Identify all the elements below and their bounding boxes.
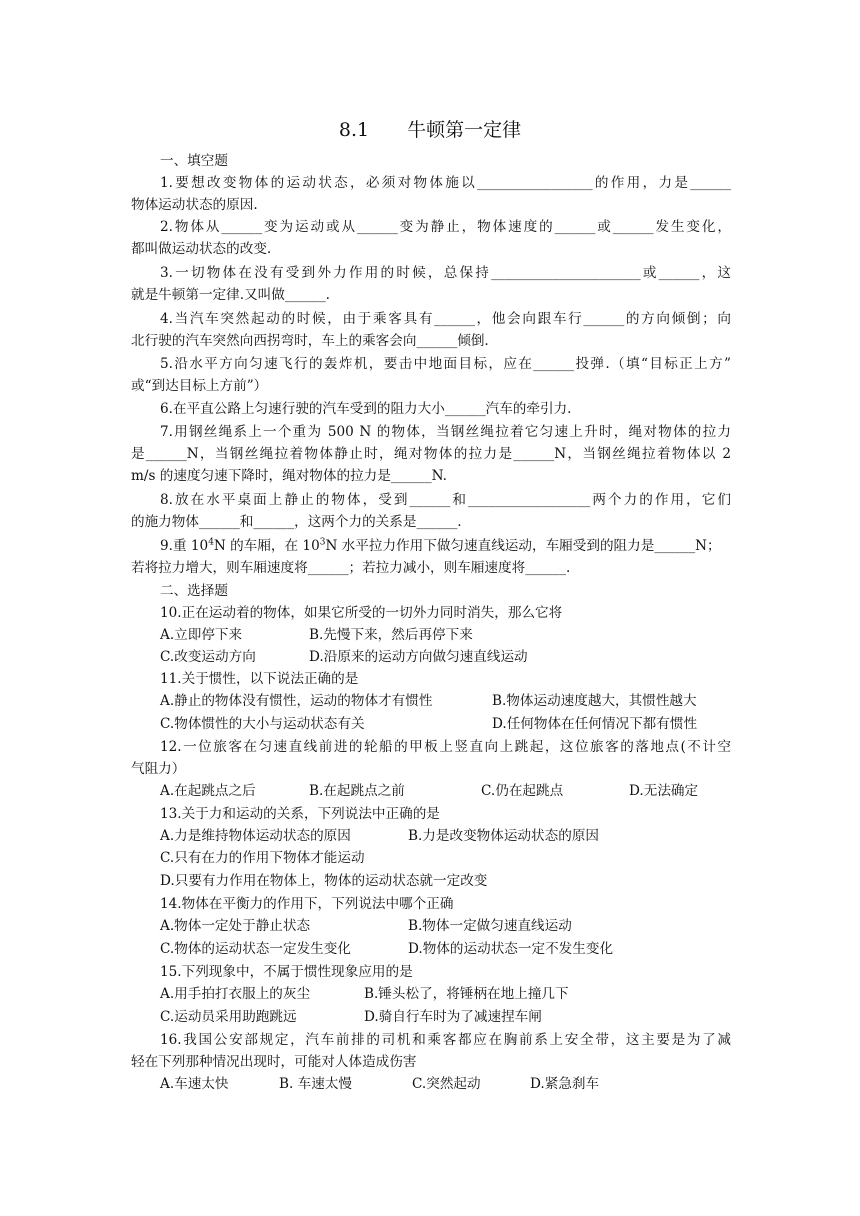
q4-line1: 4.当汽车突然起动的时候，由于乘客具有______，他会向跟车行______的方向倾倒；向: [160, 311, 731, 327]
q12-option-c: C.仍在起跳点: [481, 783, 564, 799]
q8-line1: 8.放在水平桌面上静止的物体，受到______和__________________两个力的作用，它们: [160, 492, 731, 508]
q15-stem: 15.下列现象中，不属于惯性现象应用的是: [160, 964, 413, 980]
q16-option-c: C.突然起动: [412, 1076, 481, 1092]
q15-option-c: C.运动员采用助跑跳远: [160, 1009, 297, 1025]
q10-option-c: C.改变运动方向: [160, 649, 256, 665]
q10-option-a: A.立即停下来: [160, 627, 243, 643]
q11-option-d: D.任何物体在任何情况下都有惯性: [492, 716, 698, 732]
q14-option-a: A.物体一定处于静止状态: [160, 918, 311, 934]
q16-option-d: D.紧急刹车: [530, 1076, 600, 1092]
q14-stem: 14.物体在平衡力的作用下，下列说法中哪个正确: [160, 896, 454, 912]
q9-exponent-b: 3: [319, 537, 326, 548]
q9-text-c: N 水平拉力作用下做匀速直线运动，车厢受到的阻力是______N；: [325, 538, 721, 554]
q9-text-b: N 的车厢，在 10: [213, 538, 320, 554]
q16-stem-line2: 轻在下列那种情况出现时，可能对人体造成伤害: [131, 1054, 417, 1070]
q14-option-c: C.物体的运动状态一定发生变化: [160, 941, 351, 957]
q7-line3: m/s 的速度匀速下降时，绳对物体的拉力是______N.: [131, 468, 447, 484]
q6-line: 6.在平直公路上匀速行驶的汽车受到的阻力大小______汽车的牵引力.: [160, 401, 572, 417]
q3-line1: 3.一切物体在没有受到外力作用的时候，总保持______________________或______，这: [160, 265, 731, 281]
q3-line2: 就是牛顿第一定律.又叫做______.: [131, 287, 330, 303]
q10-option-d: D.沿原来的运动方向做匀速直线运动: [309, 649, 528, 665]
q9-line1: [160, 535, 760, 557]
q16-stem-line1: 16.我国公安部规定，汽车前排的司机和乘客都应在胸前系上安全带，这主要是为了减: [160, 1032, 731, 1048]
section-heading-fill: 一、填空题: [160, 153, 228, 169]
q13-stem: 13.关于力和运动的关系，下列说法中正确的是: [160, 806, 440, 822]
q14-option-d: D.物体的运动状态一定不发生变化: [408, 941, 614, 957]
q14-option-b: B.物体一定做匀速直线运动: [408, 918, 572, 934]
q9-text-a: 9.重 10: [160, 538, 209, 554]
q11-option-b: B.物体运动速度越大，其惯性越大: [492, 693, 697, 709]
q12-stem-line2: 气阻力）: [131, 761, 186, 777]
q13-option-c: C.只有在力的作用下物体才能运动: [160, 850, 365, 866]
q1-line2: 物体运动状态的原因.: [131, 197, 258, 213]
q1-line1: 1.要想改变物体的运动状态，必须对物体施以_________________的作用，力是______: [160, 175, 731, 191]
q11-option-a: A.静止的物体没有惯性，运动的物体才有惯性: [160, 693, 433, 709]
q12-option-b: B.在起跳点之前: [309, 783, 405, 799]
q8-line2: 的施力物体______和______，这两个力的关系是______.: [131, 514, 462, 530]
q12-option-d: D.无法确定: [629, 783, 699, 799]
section-heading-choice: 二、选择题: [160, 583, 228, 599]
q10-stem: 10.正在运动着的物体，如果它所受的一切外力同时消失，那么它将: [160, 605, 563, 621]
q16-option-a: A.车速太快: [160, 1076, 229, 1092]
q5-line1: 5.沿水平方向匀速飞行的轰炸机，要击中地面目标，应在______投弹.（填“目标正上方”: [160, 356, 731, 372]
q15-option-a: A.用手拍打衣服上的灰尘: [160, 986, 311, 1002]
q16-option-b: B. 车速太慢: [279, 1076, 353, 1092]
q15-option-b: B.锤头松了，将锤柄在地上撞几下: [364, 986, 569, 1002]
q2-line2: 都叫做运动状态的改变.: [131, 241, 272, 257]
q15-option-d: D.骑自行车时为了减速捏车闸: [364, 1009, 542, 1025]
q9-exponent-a: 4: [208, 537, 214, 548]
q7-line2: 是______N，当钢丝绳拉着物体静止时，绳对物体的拉力是______N，当钢丝绳拉着物体以 2: [131, 446, 731, 462]
q11-stem: 11.关于惯性，以下说法正确的是: [160, 671, 359, 687]
q13-option-d: D.只要有力作用在物体上，物体的运动状态就一定改变: [160, 873, 488, 889]
page-title: 8.1 牛顿第一定律: [338, 119, 522, 141]
q7-line1: 7.用钢丝绳系上一个重为 500 N 的物体，当钢丝绳拉着它匀速上升时，绳对物体的拉力: [160, 424, 731, 440]
q5-line2: 或“到达目标上方前”）: [131, 378, 268, 394]
q2-line1: 2.物体从______变为运动或从______变为静止，物体速度的______或______发生变化，: [160, 219, 731, 235]
q4-line2: 北行驶的汽车突然向西拐弯时，车上的乘客会向______倾倒.: [131, 333, 489, 349]
q12-stem-line1: 12.一位旅客在匀速直线前进的轮船的甲板上竖直向上跳起，这位旅客的落地点(不计空: [160, 739, 731, 755]
q12-option-a: A.在起跳点之后: [160, 783, 256, 799]
q13-option-b: B.力是改变物体运动状态的原因: [408, 828, 600, 844]
q13-option-a: A.力是维持物体运动状态的原因: [160, 828, 351, 844]
q10-option-b: B.先慢下来，然后再停下来: [309, 627, 473, 643]
q9-line2: 若将拉力增大，则车厢速度将______；若拉力减小，则车厢速度将______.: [131, 560, 571, 576]
q11-option-c: C.物体惯性的大小与运动状态有关: [160, 716, 365, 732]
